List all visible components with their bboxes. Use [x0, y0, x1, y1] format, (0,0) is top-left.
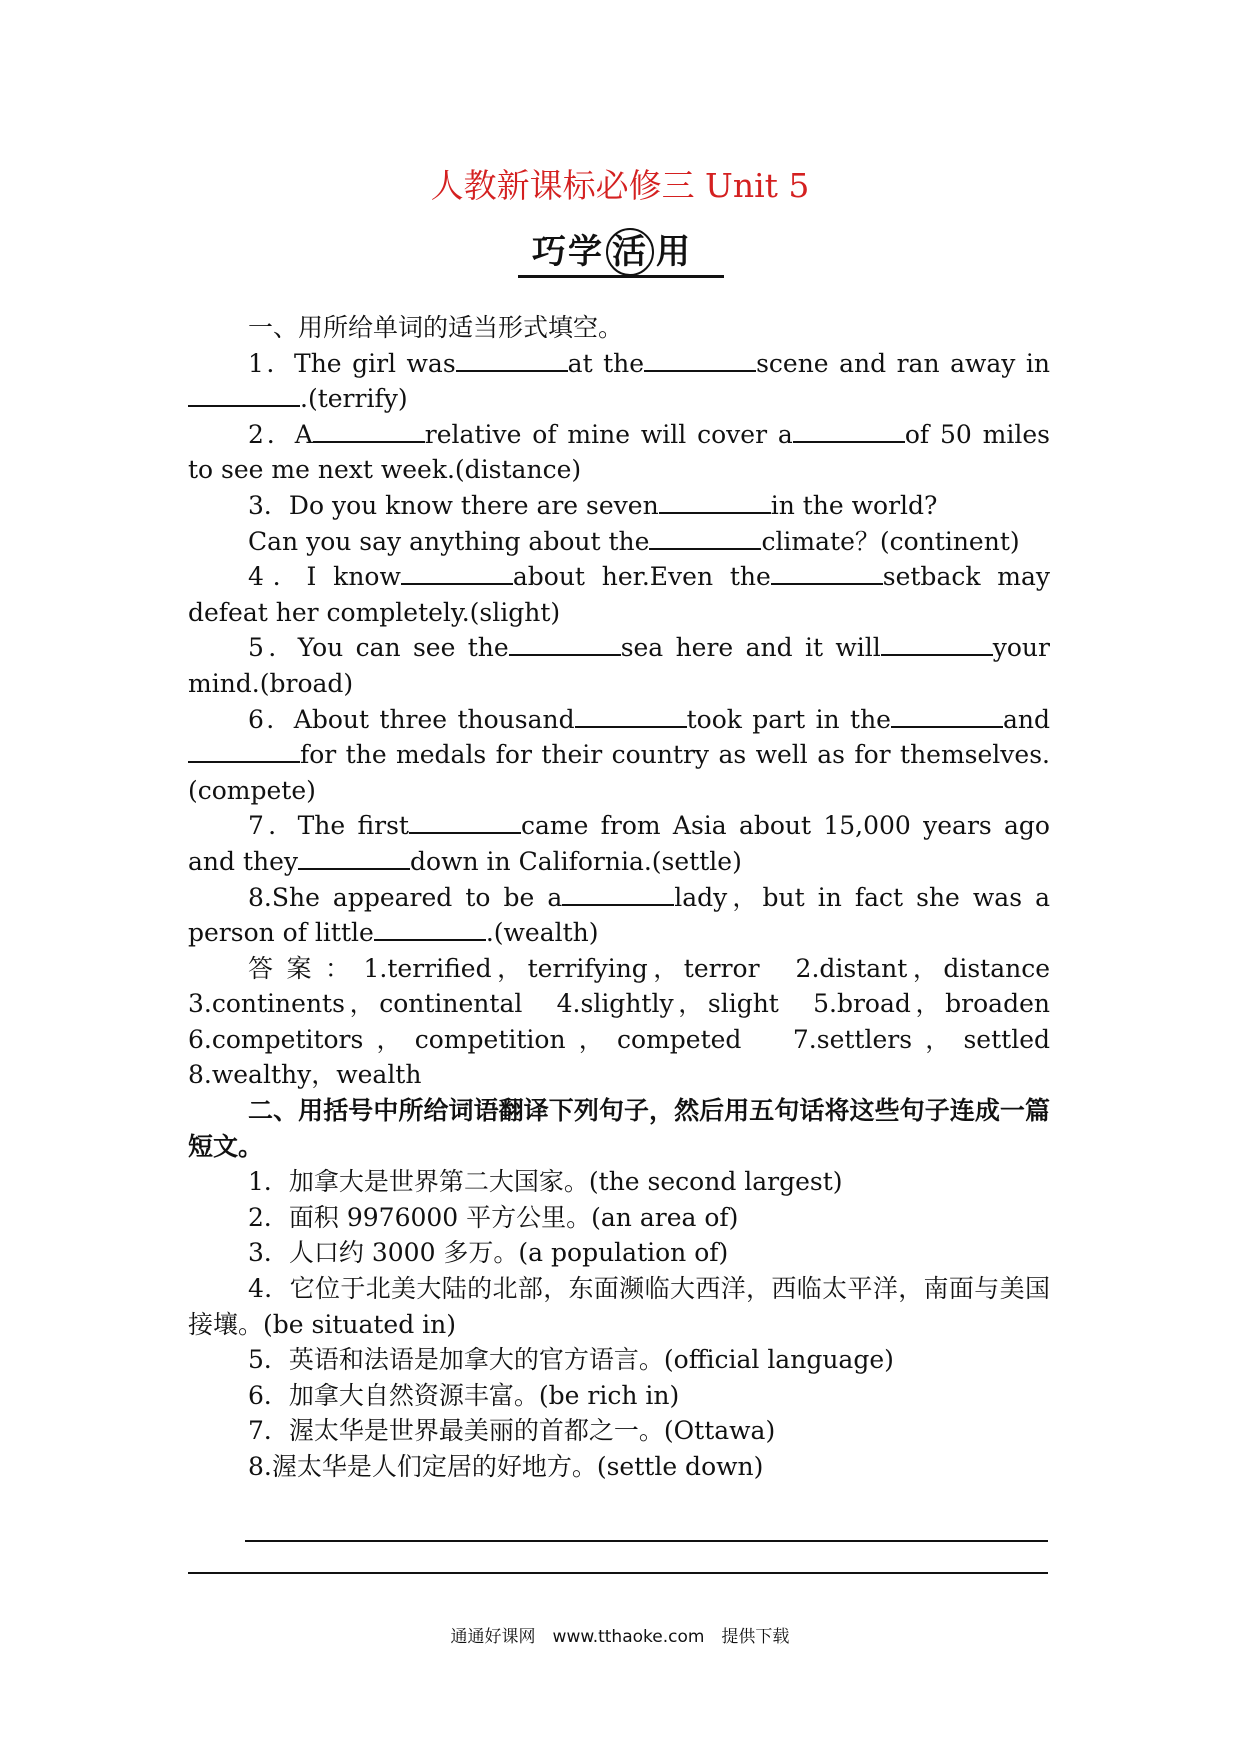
question-6: 6．About three thousand took part in the andfor the medals for their country as well as for themselves.(compete): [188, 704, 1050, 805]
answer-blank[interactable]: [659, 490, 771, 514]
question-5: 5．You can see the sea here and it will your mind.(broad): [188, 633, 1050, 698]
translation-item: 2．面积 9976000 平方公里。(an area of): [248, 1202, 739, 1232]
page-footer: 通通好课网 www.tthaoke.com 提供下载: [450, 1627, 790, 1647]
translation-item: 4．它位于北美大陆的北部，东面濒临大西洋，西临太平洋，南面与美国接壤。(be situated in): [188, 1274, 1050, 1339]
writing-line[interactable]: [245, 1540, 1048, 1542]
answer-text: 1.terrified，terrifying，terror 2.distant，distance 3.continents，continental 4.slightly，slight 5.broad，broaden 6.competitors，competition，competed 7.settlers，settled 8.wealthy，wealth: [188, 953, 1076, 1090]
answer-blank[interactable]: [575, 704, 687, 728]
question-8: 8.She appeared to be a lady，but in fact she was a person of little .(wealth): [188, 882, 1050, 948]
translation-item: 5．英语和法语是加拿大的官方语言。(official language): [248, 1345, 894, 1375]
logo-part-3: 用: [656, 232, 692, 272]
translation-item: 7．渥太华是世界最美丽的首都之一。(Ottawa): [248, 1416, 776, 1446]
question-3: 3．Do you know there are seven in the world?: [248, 490, 938, 520]
answer-blank[interactable]: [188, 739, 300, 763]
section2-heading: 二、用括号中所给词语翻译下列句子，然后用五句话将这些句子连成一篇短文。: [188, 1096, 1050, 1161]
logo-text: [532, 224, 692, 276]
logo-part-1: 巧学: [532, 232, 604, 272]
question-2: 2．A relative of mine will cover a of 50 miles to see me next week.(distance): [188, 419, 1050, 485]
section1-heading: 一、用所给单词的适当形式填空。: [248, 313, 624, 342]
answer-blank[interactable]: [298, 846, 410, 870]
answer-blank[interactable]: [409, 810, 521, 834]
exercise-content: [188, 310, 1076, 1485]
answer-label: 答案：: [248, 953, 364, 983]
translation-item: 6．加拿大自然资源丰富。(be rich in): [248, 1380, 680, 1410]
section-logo: [518, 218, 724, 278]
answer-blank[interactable]: [891, 704, 1003, 728]
translation-item: 1．加拿大是世界第二大国家。(the second largest): [248, 1167, 843, 1197]
answer-blank[interactable]: [401, 561, 513, 585]
answer-blank[interactable]: [649, 526, 761, 550]
answer-blank[interactable]: [644, 348, 756, 372]
translation-item: 3．人口约 3000 多万。(a population of): [248, 1238, 729, 1268]
answer-blank[interactable]: [188, 383, 300, 407]
answer-key: [188, 951, 1076, 1093]
logo-circle-char: 活: [606, 228, 654, 276]
answer-blank[interactable]: [881, 632, 993, 656]
answer-blank[interactable]: [793, 419, 905, 443]
question-7: 7．The first came from Asia about 15,000 years ago and they down in California.(settle): [188, 811, 1050, 876]
answer-blank[interactable]: [509, 632, 621, 656]
answer-blank[interactable]: [374, 917, 486, 941]
question-1: 1．The girl was at the scene and ran away in.(terrify): [188, 346, 1050, 417]
page-title: 人教新课标必修三 Unit 5: [430, 166, 810, 205]
answer-blank[interactable]: [456, 348, 568, 372]
writing-line[interactable]: [188, 1572, 1048, 1574]
answer-blank[interactable]: [313, 419, 425, 443]
question-4: 4．I know about her.Even the setback may defeat her completely.(slight): [188, 562, 1050, 627]
answer-blank[interactable]: [562, 882, 674, 906]
logo-underline: [518, 275, 724, 278]
question-3-part-2: Can you say anything about the climate？(continent): [248, 526, 1020, 556]
answer-blank[interactable]: [771, 561, 883, 585]
translation-item: 8.渥太华是人们定居的好地方。(settle down): [248, 1452, 764, 1481]
